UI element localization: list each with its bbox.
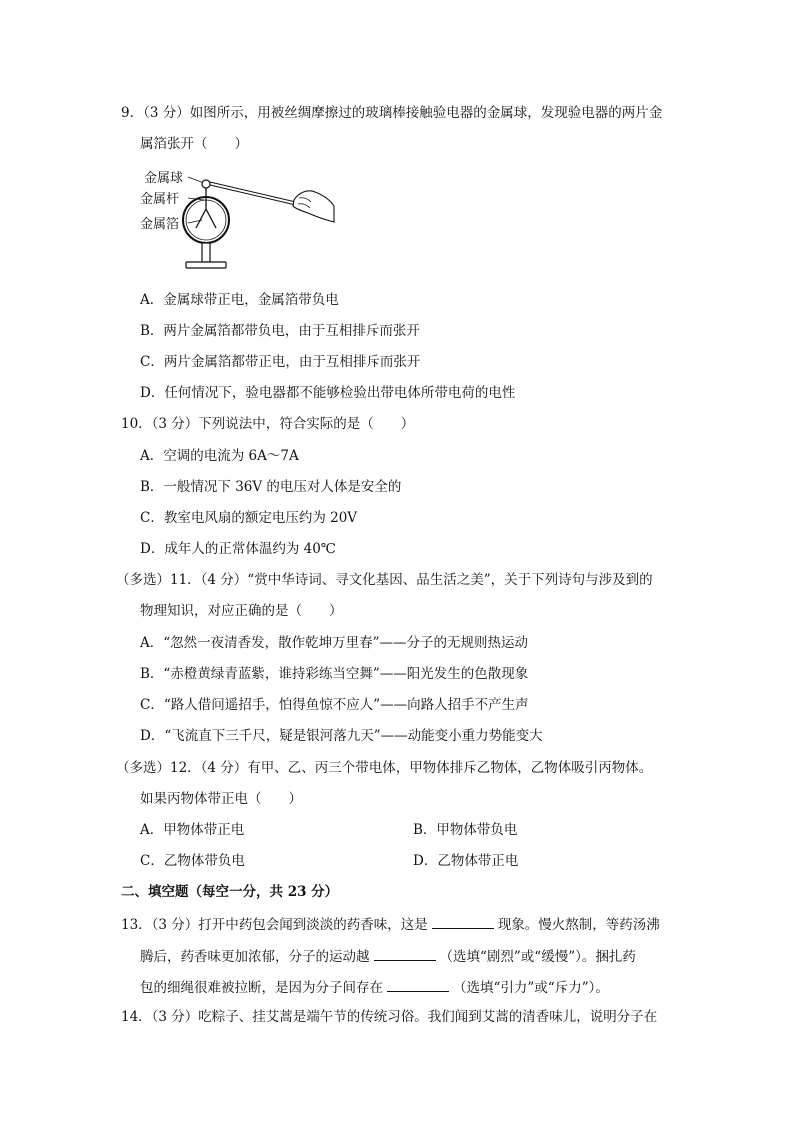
q9-option-a: A．金属球带正电，金属箔带负电 [140, 292, 339, 308]
q13-text: 包的细绳很难被拉断，是因为分子间存在 [140, 980, 383, 996]
q11-stem-line2: 物理知识，对应正确的是（ ） [140, 603, 343, 619]
q13-line3 [140, 977, 609, 997]
q13-text: （选填“剧烈”或“缓慢”）。捆扎药 [439, 949, 636, 965]
q9-option-b: B．两片金属箔都带负电，由于互相排斥而张开 [140, 323, 420, 339]
q13-line2 [140, 946, 636, 966]
q13-text: （选填“引力”或“斥力”）。 [453, 980, 609, 996]
q10-option-c: C．教室电风扇的额定电压约为 20V [140, 510, 358, 526]
q12-option-d: D．乙物体带正电 [413, 853, 519, 869]
q9-stem-line1: 9．（3 分）如图所示，用被丝绸摩擦过的玻璃棒接触验电器的金属球，发现验电器的两片金 [121, 105, 663, 121]
q11-stem-line1: （多选）11．（4 分）“赏中华诗词、寻文化基因、品生活之美”，关于下列诗句与涉及到的 [116, 572, 653, 588]
q12-option-b: B．甲物体带负电 [413, 822, 518, 838]
q9-option-c: C．两片金属箔都带正电，由于互相排斥而张开 [140, 354, 421, 370]
q10-option-a: A．空调的电流为 6A～7A [140, 448, 299, 464]
figure-label-metal-rod: 金属杆 [140, 192, 180, 207]
q12-option-c: C．乙物体带负电 [140, 853, 245, 869]
q12-stem-line1: （多选）12．（4 分）有甲、乙、丙三个带电体，甲物体排斥乙物体，乙物体吸引丙物体。 [116, 760, 653, 776]
q11-option-a: A．“忽然一夜清香发，散作乾坤万里春”——分子的无规则热运动 [140, 635, 529, 651]
electroscope-figure [136, 162, 336, 274]
q13-text: 腾后，药香味更加浓郁，分子的运动越 [140, 949, 370, 965]
q13-line1 [121, 914, 660, 934]
figure-label-metal-ball: 金属球 [144, 171, 184, 186]
q11-option-d: D．“飞流直下三千尺，疑是银河落九天”——动能变小重力势能变大 [140, 728, 543, 744]
q14-stem-line1: 14．（3 分）吃粽子、挂艾蒿是端午节的传统习俗。我们闻到艾蒿的清香味儿，说明分子在 [121, 1009, 658, 1025]
q10-option-d: D．成年人的正常体温约为 40℃ [140, 541, 336, 557]
q11-option-c: C．“路人借问遥招手，怕得鱼惊不应人”——向路人招手不产生声 [140, 697, 529, 713]
q12-stem-line2: 如果丙物体带正电（ ） [140, 791, 302, 807]
q13-blank-2 [374, 946, 436, 961]
q9-option-d: D．任何情况下，验电器都不能够检验出带电体所带电荷的电性 [140, 385, 516, 401]
q12-option-a: A．甲物体带正电 [140, 822, 245, 838]
q13-text: 13．（3 分）打开中药包会闻到淡淡的药香味，这是 [121, 917, 428, 933]
section-title: 二、填空题（每空一分，共 23 分） [121, 884, 339, 900]
q13-blank-3 [387, 977, 449, 992]
q10-stem: 10．（3 分）下列说法中，符合实际的是（ ） [121, 416, 415, 432]
q13-text: 现象。慢火熬制，等药汤沸 [497, 917, 660, 933]
q9-stem-line2: 属箔张开（ ） [140, 136, 248, 152]
q11-option-b: B．“赤橙黄绿青蓝紫，谁持彩练当空舞”——阳光发生的色散现象 [140, 666, 529, 682]
figure-label-metal-foil: 金属箔 [140, 217, 180, 232]
q10-option-b: B．一般情况下 36V 的电压对人体是安全的 [140, 479, 402, 495]
q13-blank-1 [432, 914, 494, 929]
